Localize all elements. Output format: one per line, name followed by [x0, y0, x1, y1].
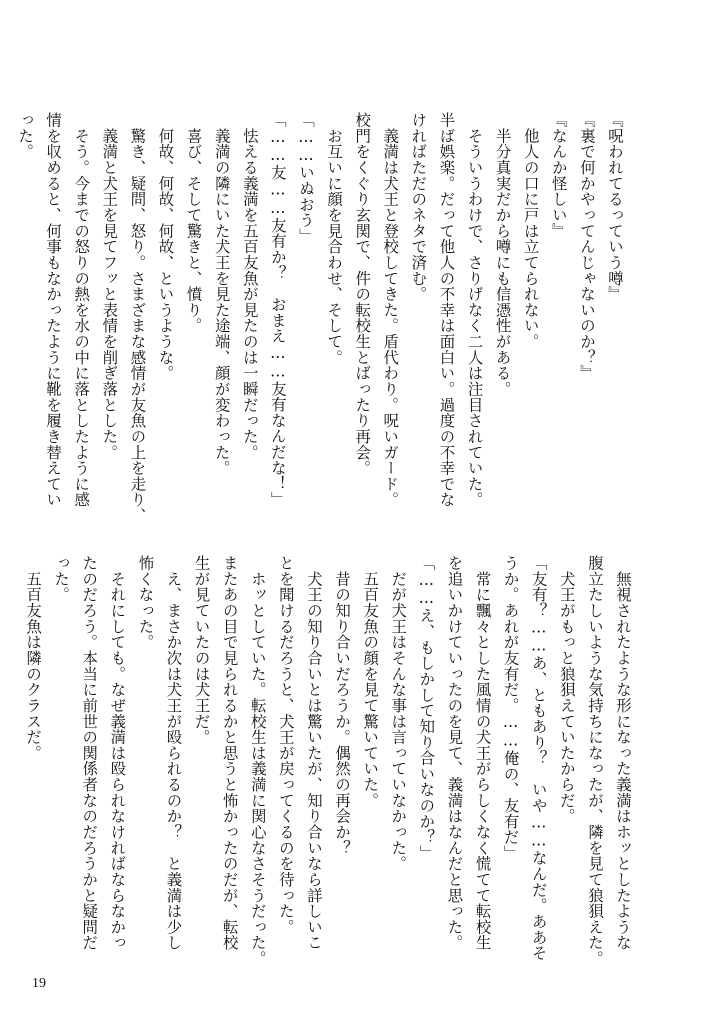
upper-text-block	[11, 112, 629, 523]
text-column: 何故、何故、何故、というような。	[156, 112, 175, 381]
text-column: 「……いぬおう」	[296, 112, 315, 244]
text-column: 『裏で何かやってんじゃないのか？』	[577, 112, 596, 381]
lower-text-block	[19, 555, 637, 966]
text-column: 喜び、そして驚きと、憤り。	[184, 112, 203, 334]
text-column: 「……え、もしかして知り合いなのか？」	[417, 555, 436, 861]
text-column: 半ば娯楽。だって他人の不幸は面白い。過度の不幸でな	[437, 112, 456, 508]
text-column: 生が見ていたのは犬王だ。	[192, 555, 211, 745]
text-column: 犬王がもっと狼狽えていたからだ。	[557, 555, 576, 824]
text-column: 驚き、疑問、怒り。さまざまな感情が友魚の上を走り、	[128, 112, 147, 524]
text-column: 怯える義満を五百友魚が見たのは一瞬だった。	[240, 112, 259, 461]
text-column: ければただのネタで済む。	[409, 112, 428, 302]
text-column: 五百友魚の顔を見て驚いていた。	[361, 555, 380, 809]
text-column: 義満の隣にいた犬王を見た途端、顔が変わった。	[212, 112, 231, 476]
text-column: だが犬王はそんな事は言っていなかった。	[389, 555, 408, 872]
text-column: 「友有？……あ、ともあり？ いや……なんだ。ああそ	[529, 555, 548, 961]
text-column: 『呪われてるっていう噂』	[606, 112, 624, 302]
text-column: 「……友……友有か？ おまえ……友有なんだな！」	[268, 112, 287, 508]
text-column: 他人の口に戸は立てられない。	[521, 112, 540, 350]
text-column: またあの目で見られるかと思うと怖かったのだが、転校	[220, 555, 239, 951]
text-column: 無視されたような形になった義満はホッとしたような	[614, 555, 632, 951]
text-column: 半分真実だから噂にも信憑性がある。	[493, 112, 512, 397]
text-column: 犬王の知り合いとは驚いたが、知り合いなら詳しいこ	[304, 555, 323, 951]
text-column: った。	[16, 112, 35, 160]
text-column: った。	[52, 555, 71, 603]
text-column: 情を収めると、何事もなかったように靴を履き替えてい	[44, 112, 63, 508]
text-column: お互いに顔を見合わせ、そして。	[325, 112, 344, 366]
text-column: 義満は犬王と登校してきた。盾代わり。呪いガード。	[381, 112, 400, 508]
text-column: そういうわけで、さりげなく二人は注目されていた。	[465, 112, 484, 508]
text-column: 常に飄々とした風情の犬王がらしくなく慌てて転校生	[473, 555, 492, 951]
text-column: それにしても。なぜ義満は殴られなければならなかっ	[108, 555, 127, 951]
text-column: 校門をくぐり玄関で、件の転校生とばったり再会。	[353, 112, 372, 476]
text-column: 腹立たしいような気持ちになったが、隣を見て狼狽えた。	[585, 555, 604, 967]
text-column: え、まさか次は犬王が殴られるのか？ と義満は少し	[164, 555, 183, 951]
text-column: 昔の知り合いだろうか。偶然の再会か？	[333, 555, 352, 856]
text-column: 義満と犬王を見てフッと表情を削ぎ落とした。	[100, 112, 119, 461]
text-column: とを聞けるだろうと、犬王が戻ってくるのを待った。	[276, 555, 295, 935]
text-column: を追いかけていったのを見て、義満はなんだと思った。	[445, 555, 464, 951]
text-column: うか。あれが友有だ。……俺の、友有だ」	[501, 555, 520, 861]
text-column: 『なんか怪しい』	[549, 112, 568, 239]
page-number: 19	[32, 976, 46, 991]
text-column: たのだろう。本当に前世の関係者なのだろうかと疑問だ	[80, 555, 99, 951]
text-column: ホッとしていた。転校生は義満に関心なさそうだった。	[248, 555, 267, 967]
text-column: そう。今までの怒りの熱を水の中に落としたように感	[72, 112, 91, 508]
text-column: 五百友魚は隣のクラスだ。	[24, 555, 43, 761]
text-column: 怖くなった。	[136, 555, 155, 650]
